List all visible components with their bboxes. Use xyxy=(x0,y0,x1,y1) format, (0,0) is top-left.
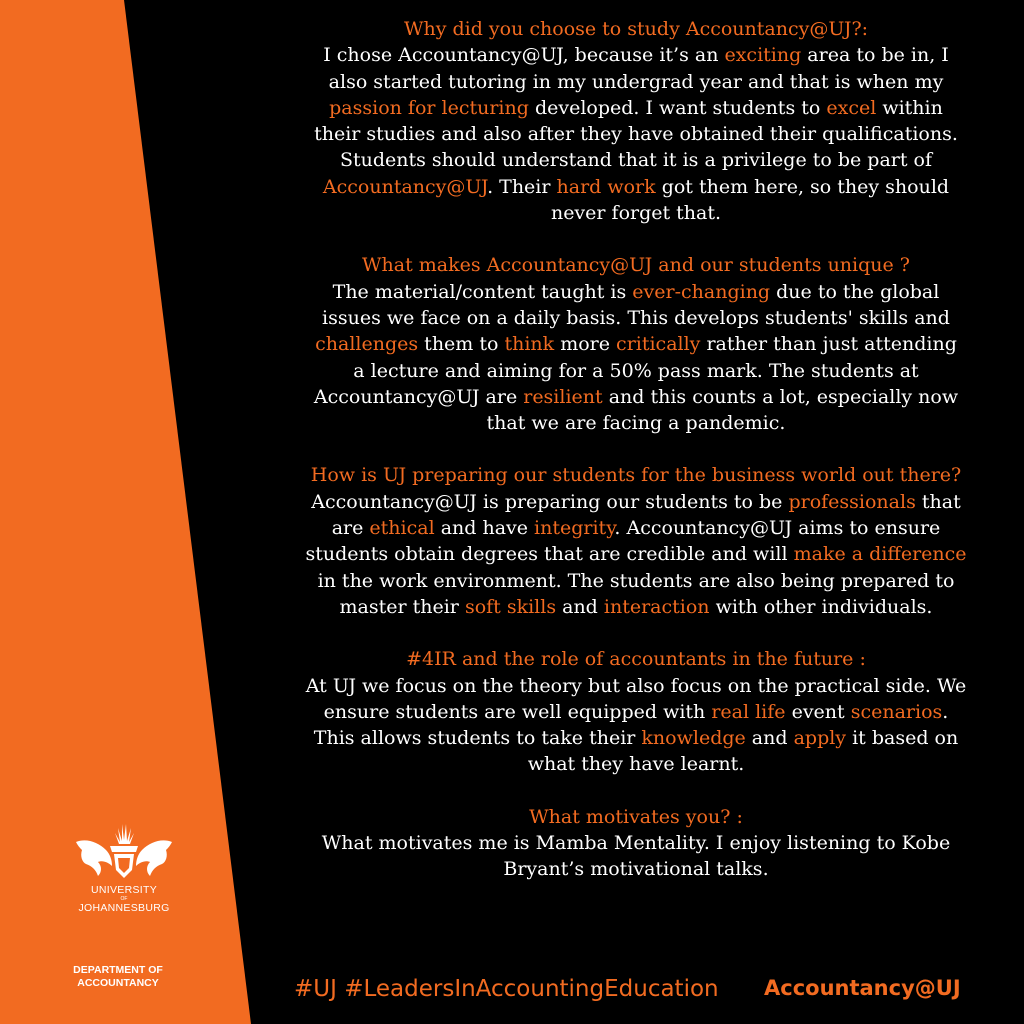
highlighted-phrase: critically xyxy=(616,333,701,356)
highlighted-phrase: real life xyxy=(711,700,786,723)
body-text: with other individuals. xyxy=(709,595,933,618)
body-line xyxy=(276,673,996,699)
body-line xyxy=(276,489,996,515)
section-heading: What makes Accountancy@UJ and our students unique ? xyxy=(362,254,910,277)
body-text: students obtain degrees that are credible and will xyxy=(305,543,794,566)
body-text: that xyxy=(915,490,961,513)
body-line xyxy=(276,279,996,305)
body-line xyxy=(276,515,996,541)
body-text: also started tutoring in my undergrad year and that is when my xyxy=(328,70,944,93)
highlighted-phrase: integrity xyxy=(534,517,615,540)
body-text: Bryant’s motivational talks. xyxy=(503,858,769,881)
university-logo xyxy=(60,822,188,914)
body-text: and have xyxy=(434,517,535,540)
body-text: their studies and also after they have obtained their qualifications. xyxy=(314,123,958,146)
body-text: What motivates me is Mamba Mentality. I enjoy listening to Kobe xyxy=(321,832,951,855)
body-text: them to xyxy=(418,333,505,356)
body-text: it based on xyxy=(846,727,959,750)
highlighted-phrase: scenarios xyxy=(850,700,943,723)
body-line xyxy=(276,174,996,200)
body-text: developed. I want students to xyxy=(528,96,827,119)
body-text: and xyxy=(556,595,604,618)
body-text: This allows students to take their xyxy=(313,727,642,750)
department-line2: ACCOUNTANCY xyxy=(77,976,159,989)
body-text: due to the global xyxy=(770,280,940,303)
section-heading: What motivates you? : xyxy=(529,805,743,828)
body-text: . Accountancy@UJ aims to ensure xyxy=(614,517,941,540)
body-text: got them here, so they should xyxy=(655,175,950,198)
qa-section xyxy=(276,252,996,436)
body-line xyxy=(276,541,996,567)
body-line xyxy=(276,568,996,594)
body-text: Students should understand that it is a privilege to be part of xyxy=(339,149,933,172)
body-text: . xyxy=(942,700,949,723)
body-text: are xyxy=(331,517,370,540)
body-line xyxy=(276,358,996,384)
body-line xyxy=(276,305,996,331)
body-line xyxy=(276,751,996,777)
highlighted-phrase: challenges xyxy=(315,333,419,356)
footer-hashtags: #UJ #LeadersInAccountingEducation xyxy=(294,976,719,1002)
body-line xyxy=(276,830,996,856)
highlighted-phrase: excel xyxy=(826,96,877,119)
body-line xyxy=(276,384,996,410)
highlighted-phrase: professionals xyxy=(788,490,916,513)
body-line xyxy=(276,856,996,882)
body-text: never forget that. xyxy=(550,202,722,225)
body-text: issues we face on a daily basis. This develops students' skills and xyxy=(322,306,950,329)
highlighted-phrase: passion for lecturing xyxy=(329,96,529,119)
section-heading: Why did you choose to study Accountancy@UJ?: xyxy=(403,18,869,40)
qa-section xyxy=(276,646,996,777)
highlighted-phrase: resilient xyxy=(523,385,603,408)
highlighted-phrase: hard work xyxy=(556,175,656,198)
body-text: and xyxy=(745,727,794,750)
section-heading: #4IR and the role of accountants in the future : xyxy=(406,648,866,671)
body-line xyxy=(276,725,996,751)
body-text: that we are facing a pandemic. xyxy=(486,412,786,435)
body-line xyxy=(276,594,996,620)
highlighted-phrase: think xyxy=(504,333,555,356)
body-line xyxy=(276,410,996,436)
body-text: At UJ we focus on the theory but also focus on the practical side. We xyxy=(305,674,967,697)
body-text: master their xyxy=(339,595,465,618)
body-text: more xyxy=(554,333,617,356)
body-line xyxy=(276,42,996,68)
university-name-line1: UNIVERSITY xyxy=(90,884,157,896)
body-line xyxy=(276,699,996,725)
body-line xyxy=(276,69,996,95)
body-line xyxy=(276,200,996,226)
body-text: Accountancy@UJ are xyxy=(313,385,524,408)
body-text: event xyxy=(785,700,851,723)
body-text: ensure students are well equipped with xyxy=(323,700,712,723)
uj-birds-crest-icon xyxy=(72,822,176,880)
body-text: within xyxy=(876,96,943,119)
body-text: The material/content taught is xyxy=(332,280,633,303)
department-line1: DEPARTMENT OF xyxy=(73,964,163,976)
body-text: I chose Accountancy@UJ, because it’s an xyxy=(323,44,725,67)
body-text: . Their xyxy=(487,175,557,198)
university-name-of: OF xyxy=(120,896,128,902)
body-text: a lecture and aiming for a 50% pass mark. The students at xyxy=(353,359,919,382)
section-heading: How is UJ preparing our students for the business world out there? xyxy=(310,464,962,487)
highlighted-phrase: make a difference xyxy=(793,543,967,566)
highlighted-phrase: interaction xyxy=(603,595,710,618)
highlighted-phrase: ever-changing xyxy=(632,280,771,303)
interview-content xyxy=(276,16,996,909)
highlighted-phrase: ethical xyxy=(369,517,435,540)
body-line xyxy=(276,147,996,173)
university-name-line2: JOHANNESBURG xyxy=(78,902,170,914)
department-label xyxy=(40,964,196,989)
body-line xyxy=(276,95,996,121)
body-text: area to be in, I xyxy=(801,44,949,67)
body-line xyxy=(276,121,996,147)
body-text: what they have learnt. xyxy=(527,753,745,776)
highlighted-phrase: exciting xyxy=(724,44,802,67)
body-text: rather than just attending xyxy=(700,333,957,356)
qa-section xyxy=(276,804,996,883)
highlighted-phrase: apply xyxy=(793,727,847,750)
footer-brand: Accountancy@UJ xyxy=(764,976,961,1000)
highlighted-phrase: knowledge xyxy=(641,727,746,750)
highlighted-phrase: soft skills xyxy=(464,595,557,618)
body-line xyxy=(276,331,996,357)
qa-section xyxy=(276,462,996,620)
body-text: in the work environment. The students are also being prepared to xyxy=(317,569,955,592)
highlighted-phrase: Accountancy@UJ xyxy=(322,175,488,198)
qa-section xyxy=(276,16,996,226)
body-text: Accountancy@UJ is preparing our students to be xyxy=(311,490,789,513)
body-text: and this counts a lot, especially now xyxy=(602,385,959,408)
